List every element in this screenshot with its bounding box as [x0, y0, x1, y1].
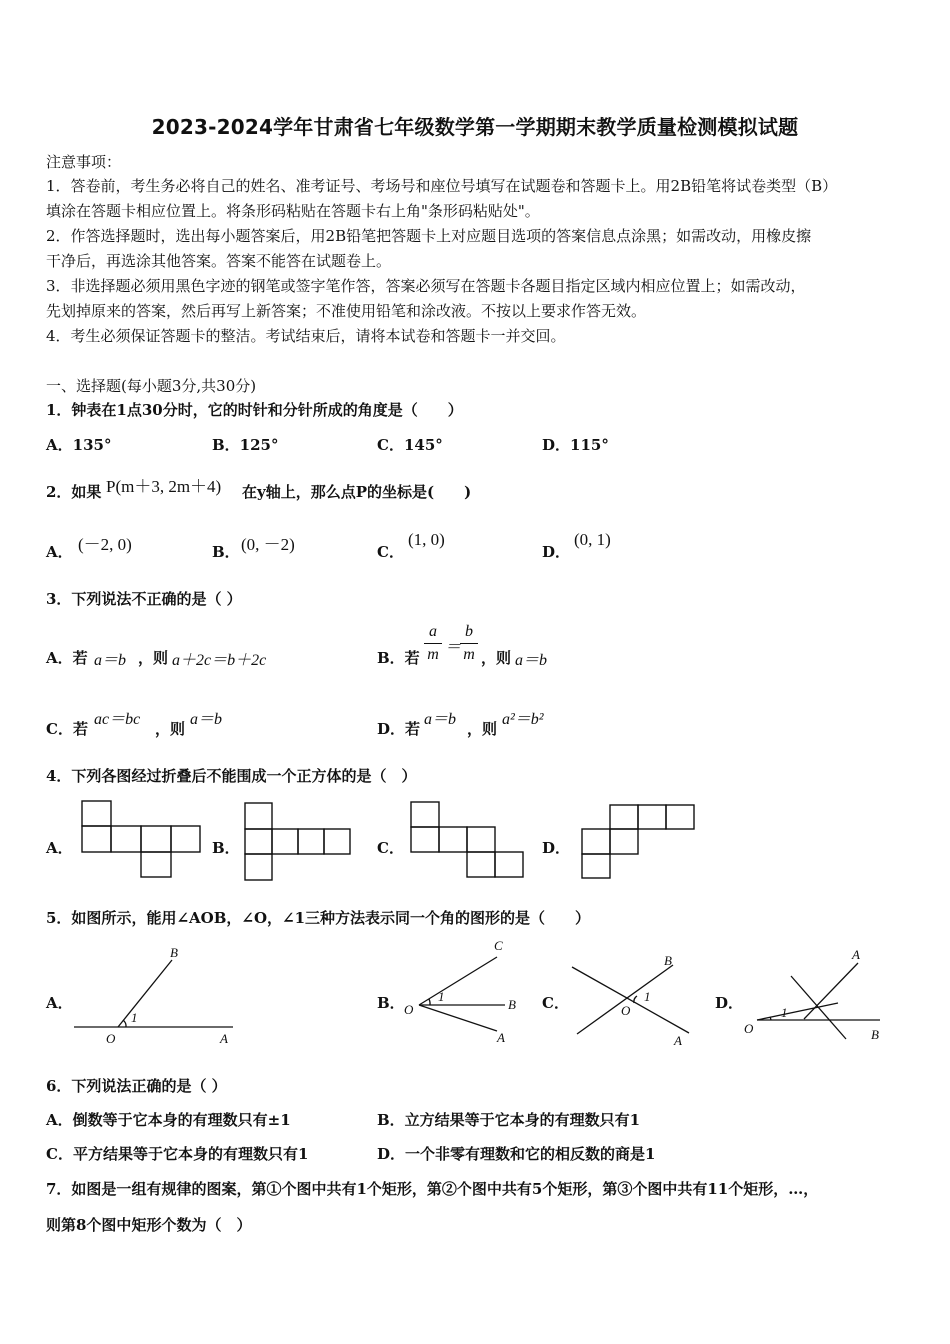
q3-option-label: D．若: [377, 720, 421, 738]
q4-option-label: D．: [542, 839, 571, 857]
notice-line: 干净后，再选涂其他答案。答案不能答在试题卷上。: [46, 252, 392, 270]
notice-line: 3．非选择题必须用黑色字迹的钢笔或签字笔作答，答案必须写在答题卡各题目指定区域内相应位置上；如需改动，: [46, 277, 806, 295]
angle-label: 1: [438, 989, 445, 1004]
q3-option-label: A．若: [46, 649, 88, 667]
point-label: C: [494, 938, 503, 953]
q1-option-d[interactable]: D．115°: [542, 436, 609, 454]
q4-option-label: B．: [212, 839, 240, 857]
q6-option-a[interactable]: A．倒数等于它本身的有理数只有±1: [46, 1111, 291, 1129]
point-label: O: [744, 1021, 754, 1036]
point-label: B: [170, 945, 178, 960]
q4-option-label: C．: [377, 839, 404, 857]
q6-option-b[interactable]: B．立方结果等于它本身的有理数只有1: [377, 1111, 641, 1129]
q7-stem-line2: 则第8个图中矩形个数为（ ）: [46, 1216, 252, 1234]
point-label: O: [404, 1002, 414, 1017]
q3-result: a＝b: [190, 711, 223, 728]
point-label: B: [664, 953, 672, 968]
angle-label: 1: [131, 1010, 138, 1025]
point-label: O: [621, 1003, 631, 1018]
q3-stem: 3．下列说法不正确的是（ ）: [46, 590, 242, 608]
fraction-bar: [460, 643, 478, 644]
q3-condition: ac＝bc: [94, 711, 141, 728]
q3-result: a＝b: [515, 652, 548, 669]
q6-option-c[interactable]: C．平方结果等于它本身的有理数只有1: [46, 1145, 309, 1163]
notice-line: 填涂在答题卡相应位置上。将条形码粘贴在答题卡右上角"条形码粘贴处"。: [46, 202, 540, 220]
q3-then: ，则: [481, 649, 512, 667]
q4-option-label: A．: [46, 839, 73, 857]
q3-condition: a＝b: [94, 652, 127, 669]
section-heading: 一、选择题(每小题3分,共30分): [46, 377, 257, 395]
notice-line: 4．考生必须保证答题卡的整洁。考试结束后，请将本试卷和答题卡一并交回。: [46, 327, 566, 345]
point-label: B: [508, 997, 516, 1012]
point-label: A: [497, 1030, 505, 1045]
q5-option-label: B．: [377, 994, 405, 1012]
q1-option-c[interactable]: C．145°: [377, 436, 443, 454]
q3-option-label: B．若: [377, 649, 420, 667]
numerator: a: [429, 623, 437, 640]
q4-stem: 4．下列各图经过折叠后不能围成一个正方体的是（ ）: [46, 767, 417, 785]
q2-stem-prefix: 2．如果: [46, 483, 102, 501]
q6-stem: 6．下列说法正确的是（ ）: [46, 1077, 227, 1095]
numerator: b: [465, 623, 473, 640]
q1-option-b[interactable]: B．125°: [212, 436, 279, 454]
point-label: A: [674, 1033, 682, 1048]
q2-option-label: D．: [542, 543, 571, 561]
q3-then: ，则: [467, 720, 498, 738]
q2-option-label: B．: [212, 543, 240, 561]
point-label: A: [220, 1031, 228, 1046]
notice-line: 先划掉原来的答案，然后再写上新答案；不准使用铅笔和涂改液。不按以上要求作答无效。: [46, 302, 647, 320]
point-label: O: [106, 1031, 116, 1046]
q2-option-value: (0, 1): [574, 530, 611, 549]
notice-line: 2．作答选择题时，选出每小题答案后，用2B铅笔把答题卡上对应题目选项的答案信息点涂黑；如需改动，用橡皮擦: [46, 227, 812, 245]
q2-point: P(m＋3, 2m＋4): [106, 477, 222, 496]
q3-fraction-b-over-m: [460, 623, 478, 664]
q5-option-label: A．: [46, 994, 73, 1012]
q7-stem-line1: 7．如图是一组有规律的图案，第①个图中共有1个矩形，第②个图中共有5个矩形，第③个图中共有11个矩形，…，: [46, 1180, 819, 1198]
q2-option-value: (0, －2): [241, 535, 295, 554]
q3-fraction-a-over-m: [424, 623, 442, 664]
q1-stem: 1．钟表在1点30分时，它的时针和分针所成的角度是（ ）: [46, 401, 463, 419]
q3-option-label: C．若: [46, 720, 88, 738]
point-label: A: [852, 947, 860, 962]
q3-then: ，则: [138, 649, 169, 667]
q3-result: a²＝b²: [502, 711, 544, 728]
q3-result: a＋2c＝b＋2c: [172, 652, 267, 669]
q2-option-label: A．: [46, 543, 73, 561]
q2-stem-suffix: 在y轴上，那么点P的坐标是( ): [242, 483, 472, 501]
q2-option-label: C．: [377, 543, 404, 561]
q5-option-label: C．: [542, 994, 569, 1012]
q3-then: ，则: [155, 720, 186, 738]
equals: ＝: [445, 639, 462, 656]
q2-option-value: (1, 0): [408, 530, 445, 549]
denominator: m: [463, 646, 475, 663]
q6-option-d[interactable]: D．一个非零有理数和它的相反数的商是1: [377, 1145, 656, 1163]
q3-condition: a＝b: [424, 711, 457, 728]
notice-heading: 注意事项：: [46, 153, 122, 171]
q2-option-value: (－2, 0): [78, 535, 132, 554]
q5-stem: 5．如图所示，能用∠AOB，∠O，∠1三种方法表示同一个角的图形的是（ ）: [46, 909, 591, 927]
page-title: 2023-2024学年甘肃省七年级数学第一学期期末教学质量检测模拟试题: [151, 115, 799, 139]
notice-line: 1．答卷前，考生务必将自己的姓名、准考证号、考场号和座位号填写在试题卷和答题卡上。用2B铅笔将试卷类型（B）: [46, 177, 838, 195]
point-label: B: [871, 1027, 879, 1042]
q5-option-label: D．: [715, 994, 744, 1012]
q1-option-a[interactable]: A．135°: [46, 436, 112, 454]
angle-label: 1: [644, 989, 651, 1004]
denominator: m: [427, 646, 439, 663]
angle-label: 1: [781, 1005, 788, 1020]
fraction-bar: [424, 643, 442, 644]
